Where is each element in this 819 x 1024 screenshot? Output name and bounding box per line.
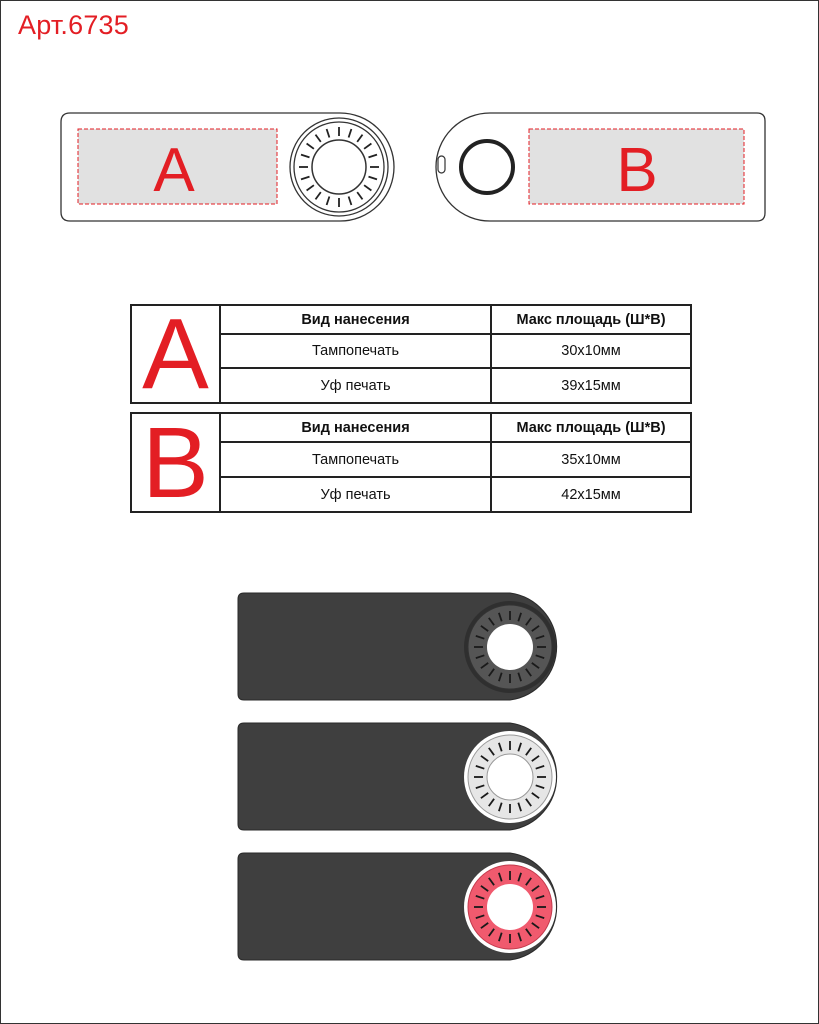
print-zone-b-label: B	[616, 136, 658, 205]
variant-white	[238, 723, 557, 830]
variant-dark	[238, 593, 557, 700]
table-a-letter: A	[132, 306, 221, 402]
table-b-header-row	[221, 414, 690, 443]
dial-a	[290, 118, 388, 216]
table-b-row2-area: 42x15мм	[561, 486, 621, 503]
table-b-row2-method: Уф печать	[221, 478, 492, 511]
table-row	[221, 443, 690, 478]
table-b	[130, 406, 692, 519]
lanyard-slot	[438, 156, 445, 173]
table-a-row1-area: 30x10мм	[561, 343, 621, 359]
table-b-row1-area: 35x10мм	[561, 451, 621, 468]
table-a-header-row	[221, 306, 690, 335]
table-b-header-method: Вид нанесения	[221, 414, 492, 441]
table-a-row2-area: 39x15мм	[561, 377, 621, 394]
table-row	[221, 335, 690, 369]
table-a	[130, 298, 692, 410]
table-b-letter: B	[132, 414, 221, 511]
variant-pink	[238, 853, 557, 960]
table-a-row1-method: Тампопечать	[221, 335, 492, 367]
article-number: Арт.6735	[18, 10, 129, 40]
table-a-header-method: Вид нанесения	[221, 306, 492, 333]
side-b-outline	[436, 113, 765, 221]
table-b-row1-method: Тампопечать	[221, 443, 492, 476]
table-a-row2-method: Уф печать	[221, 369, 492, 402]
table-row	[221, 478, 690, 511]
table-row	[221, 369, 690, 402]
table-b-header-area: Макс площадь (Ш*В)	[516, 419, 666, 436]
print-zone-a-label: A	[153, 136, 195, 205]
table-a-header-area: Макс площадь (Ш*В)	[516, 311, 666, 328]
side-a-outline	[61, 113, 394, 221]
